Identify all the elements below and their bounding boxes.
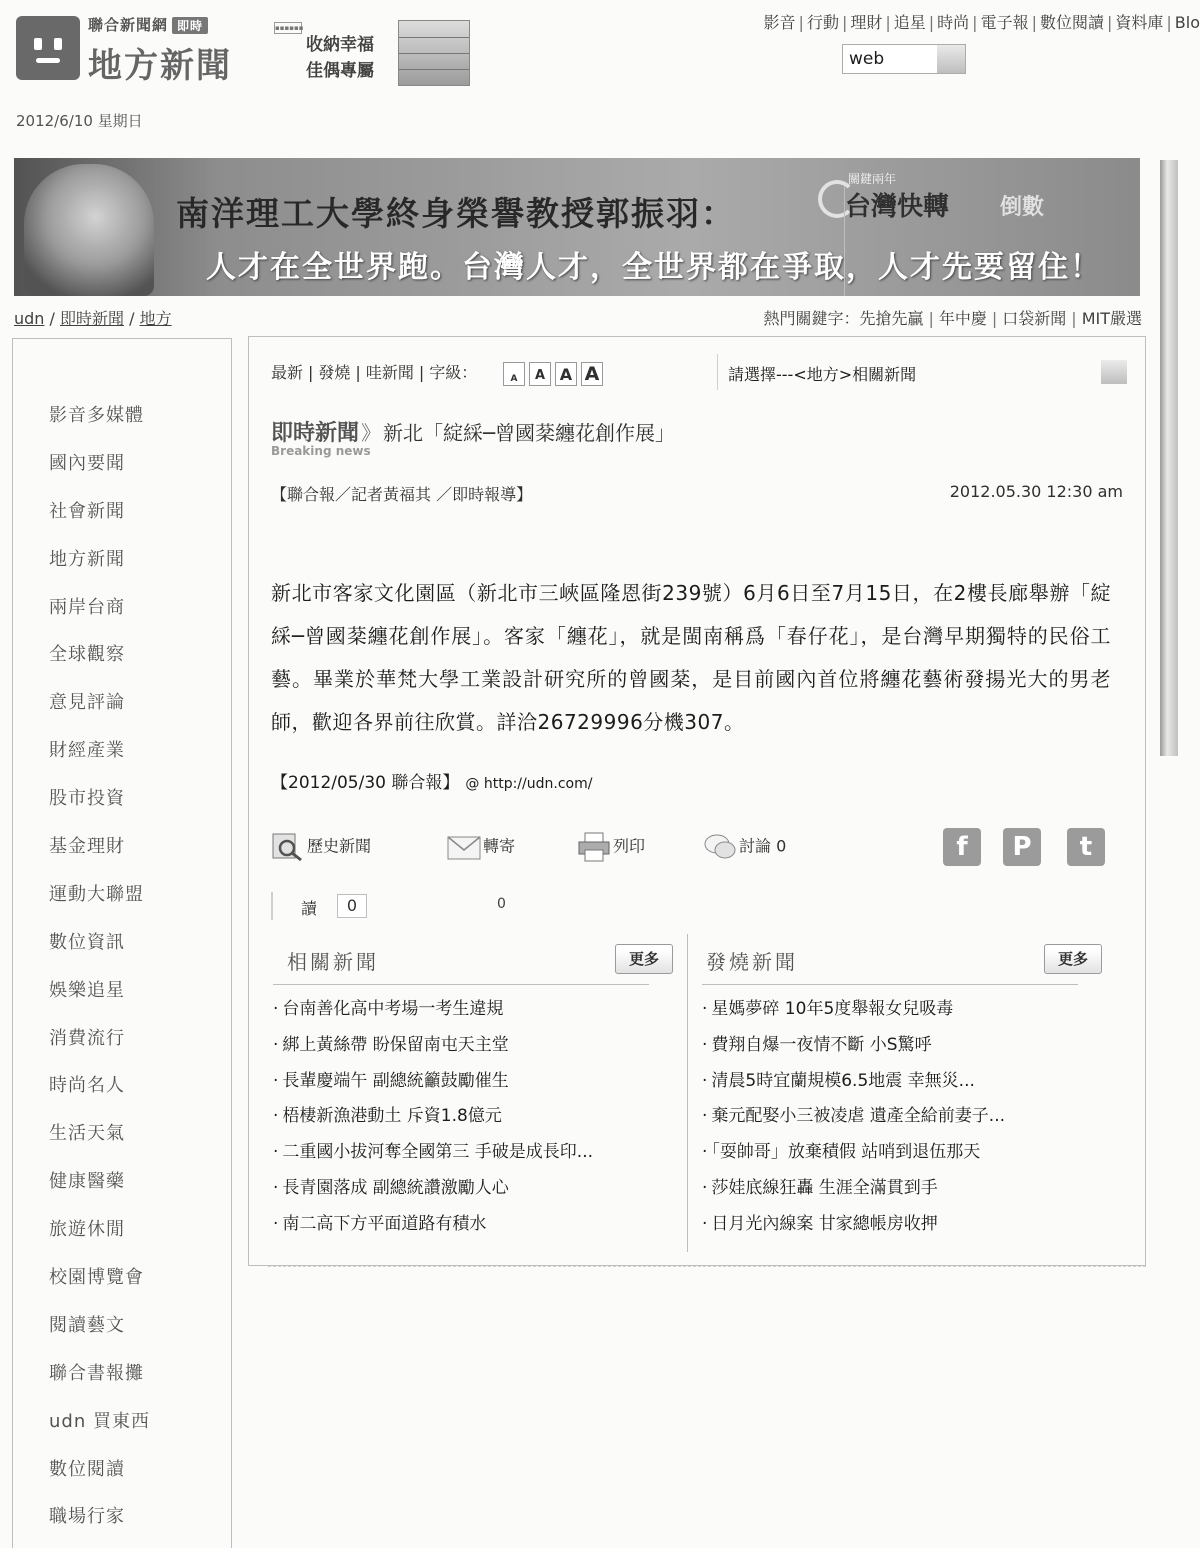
banner-headline: 南洋理工大學終身榮譽教授郭振羽： [176,194,736,233]
related-news-item[interactable]: · 南二高下方平面道路有積水 [273,1213,487,1234]
related-news-item[interactable]: · 長青園落成 副總統讚激勵人心 [273,1177,509,1198]
sidebar [12,338,232,1548]
font-size-large-button[interactable]: A [555,362,577,386]
search-box [842,44,966,74]
hot-news-item[interactable]: · 日月光內線案 甘家總帳房收押 [702,1213,938,1234]
sidebar-item[interactable]: 國內要聞 [49,452,125,474]
sidebar-item[interactable]: 健康醫藥 [49,1171,125,1193]
top-nav: 影音 | 行動 | 理財 | 追星 | 時尚 | 電子報 | 數位閱讀 | 資料庫 | Blo [763,13,1200,32]
sidebar-item[interactable]: 時尚名人 [49,1075,125,1097]
banner-tag: 倒數 [1000,195,1045,220]
speech-bubble-icon [703,832,737,862]
breadcrumb-breaking[interactable]: 即時新聞 [60,309,125,328]
main-content [248,336,1146,1266]
brand-name: 聯合新聞網 即時 [88,14,208,35]
article-actions [271,832,1131,872]
sidebar-item[interactable]: 數位資訊 [49,931,125,953]
font-size-controls [503,362,607,386]
hot-news-item[interactable]: · 棄元配娶小三被凌虐 遺產全給前妻子... [702,1106,1006,1127]
site-logo[interactable] [16,12,256,88]
sidebar-item[interactable]: 財經產業 [49,740,125,762]
sidebar-item[interactable]: 運動大聯盟 [49,883,144,905]
share-count: 0 [497,896,506,912]
hot-news-item[interactable]: · 莎娃底線狂轟 生涯全滿貫到手 [702,1177,938,1198]
sidebar-item[interactable]: 社會新聞 [49,500,125,522]
top-nav-digital-reading[interactable]: 數位閱讀 [1039,13,1104,32]
source-link[interactable]: @ http://udn.com/ [465,776,593,792]
section-tag: 即時新聞 [271,421,360,446]
sidebar-item[interactable]: 生活天氣 [49,1123,125,1145]
hot-news-item[interactable]: · 清晨5時宜蘭規模6.5地震 幸無災... [702,1070,975,1091]
dropdown-icon[interactable] [1101,360,1127,384]
font-size-medium-button[interactable]: A [529,362,551,386]
related-news-title: 相關新聞 [287,950,379,974]
hot-news-item[interactable]: · 費翔自爆一夜情不斷 小S驚呼 [702,1034,932,1055]
article-headline: 新北「綻綵─曾國棻纏花創作展」 [383,421,676,445]
site-title: 地方新聞 [88,46,232,86]
breadcrumb: udn / 即時新聞 / 地方 [14,309,172,328]
font-size-small-button[interactable]: A [503,362,525,386]
current-date: 2012/6/10 星期日 [16,112,143,130]
discuss-button[interactable]: 討論 0 [703,832,786,862]
content-divider [268,1266,1146,1267]
search-button[interactable] [937,45,965,73]
top-nav-mobile[interactable]: 行動 [806,13,839,32]
related-news-item[interactable]: · 台南善化高中考場一考生違規 [273,999,504,1019]
font-size-xlarge-button[interactable]: A [581,362,603,386]
related-news-item[interactable]: · 二重國小拔河奪全國第三 手破是成長印... [273,1142,594,1163]
search-input[interactable]: web [849,49,885,69]
article-source: 【2012/05/30 聯合報】 @ http://udn.com/ [271,773,593,793]
forward-button[interactable]: 轉寄 [447,832,515,862]
portrait-image [24,164,154,296]
sidebar-item[interactable]: 兩岸台商 [49,596,125,618]
top-nav-database[interactable]: 資料庫 [1115,13,1164,32]
related-news-panel [273,934,673,1252]
history-news-button[interactable]: 歷史新聞 [271,832,371,862]
side-ad-strip[interactable] [1160,160,1178,756]
top-nav-blog[interactable]: Blo [1174,13,1200,32]
hot-news-item[interactable]: · 星媽夢碎 10年5度舉報女兒吸毒 [702,999,954,1019]
news-tabs: 最新 | 發燒 | 哇新聞 | 字級： [271,363,478,382]
banner-brand: 關鍵兩年 台灣快轉 [814,170,984,230]
sidebar-item[interactable]: 聯合書報攤 [49,1362,144,1384]
sidebar-item[interactable]: udn 買東西 [49,1410,150,1432]
article-body: 新北市客家文化園區（新北市三峽區隆恩街239號）6月6日至7月15日，在2樓長廊舉辦「綻綵─曾國棻纏花創作展」。客家「纏花」，就是閩南稱爲「春仔花」，是台灣早期獨特的民俗工藝。畢業於華梵大學工業設計研究所的曾國棻，是目前國內首位將纏花藝術發揚光大的男老師，歡迎各界前往欣賞。詳洽26729996分機307。 [271,581,1111,734]
related-news-item[interactable]: · 綁上黃絲帶 盼保留南屯天主堂 [273,1034,509,1055]
related-news-item[interactable]: · 梧棲新漁港動土 斥資1.8億元 [273,1106,502,1127]
top-nav-stars[interactable]: 追星 [893,13,926,32]
tab-wow-news[interactable]: 哇新聞 [365,363,414,382]
sidebar-item[interactable]: 消費流行 [49,1027,125,1049]
plurk-icon[interactable]: P [1003,828,1041,866]
tab-latest[interactable]: 最新 [271,363,304,382]
twitter-icon[interactable]: t [1067,828,1105,866]
hot-news-title: 發燒新聞 [706,950,798,974]
top-nav-newsletter[interactable]: 電子報 [980,13,1029,32]
related-news-more-button[interactable]: 更多 [615,944,673,974]
sidebar-item[interactable]: 意見評論 [49,692,125,714]
hot-keyword[interactable]: 年中慶 [938,309,987,328]
related-news-select[interactable] [717,354,1127,390]
hot-keywords: 熱門關鍵字：先搶先贏 | 年中慶 | 口袋新聞 | MIT嚴選 [763,309,1142,328]
read-count: 0 [337,894,367,918]
promo-badge: ▪▪▪▪▪▪ [275,24,304,32]
hot-news-item[interactable]: · 「耍帥哥」放棄積假 站哨到退伍那天 [702,1142,981,1163]
envelope-icon [447,832,481,862]
sidebar-item[interactable]: 旅遊休閒 [49,1219,125,1241]
read-label: 讀 [301,899,318,918]
banner-ad[interactable] [14,158,1140,296]
promo-text: 收納幸福 佳偶專屬 [306,35,374,81]
hot-news-panel [687,934,1087,1252]
sidebar-item[interactable]: 股市投資 [49,788,125,810]
related-news-select-value: 請選擇---<地方>相關新聞 [728,365,917,384]
banner-subline: 人才在全世界跑。台灣人才，全世界都在爭取，人才先要留住！ [206,250,1102,285]
drawer-icon [398,20,470,86]
print-button[interactable]: 列印 [577,832,645,862]
article-heading [271,416,676,458]
hot-keywords-label: 熱門關鍵字： [763,309,860,328]
breaking-news-label: Breaking news [271,444,371,458]
top-nav-fashion[interactable]: 時尚 [937,13,970,32]
facebook-icon[interactable]: f [943,828,981,866]
sidebar-item[interactable]: 閱讀藝文 [49,1314,125,1336]
breadcrumb-local[interactable]: 地方 [139,309,172,328]
related-news-item[interactable]: · 長輩慶端午 副總統籲鼓勵催生 [273,1070,509,1091]
sidebar-item[interactable]: 娛樂追星 [49,979,125,1001]
hot-keyword[interactable]: 先搶先贏 [859,309,924,328]
hot-keyword[interactable]: 口袋新聞 [1002,309,1067,328]
magnifier-icon [271,832,305,862]
heading-arrow: 》 [361,421,382,445]
breadcrumb-udn[interactable]: udn [14,309,45,328]
plug-icon [16,16,80,80]
sidebar-item[interactable]: 數位閱讀 [49,1458,125,1480]
top-nav-finance[interactable]: 理財 [850,13,883,32]
hot-keyword[interactable]: MIT嚴選 [1081,309,1142,328]
sidebar-item[interactable]: 職場行家 [49,1506,125,1528]
brand-tag: 即時 [172,17,208,34]
hot-news-more-button[interactable]: 更多 [1044,944,1102,974]
sidebar-item[interactable]: 全球觀察 [49,644,125,666]
sidebar-item[interactable]: 基金理財 [49,836,125,858]
sidebar-item[interactable]: 校園博覽會 [49,1267,144,1289]
article-byline: 【聯合報／記者黃福其 ／即時報導】 [271,485,533,504]
sidebar-item[interactable]: 影音多媒體 [49,405,144,426]
sidebar-item[interactable]: 地方新聞 [49,548,125,570]
top-nav-video[interactable]: 影音 [763,13,796,32]
tab-hot[interactable]: 發燒 [318,363,351,382]
font-size-label: 字級： [429,363,478,382]
promo-ad[interactable] [274,20,474,90]
printer-icon [577,832,611,862]
article-timestamp: 2012.05.30 12:30 am [949,482,1123,501]
